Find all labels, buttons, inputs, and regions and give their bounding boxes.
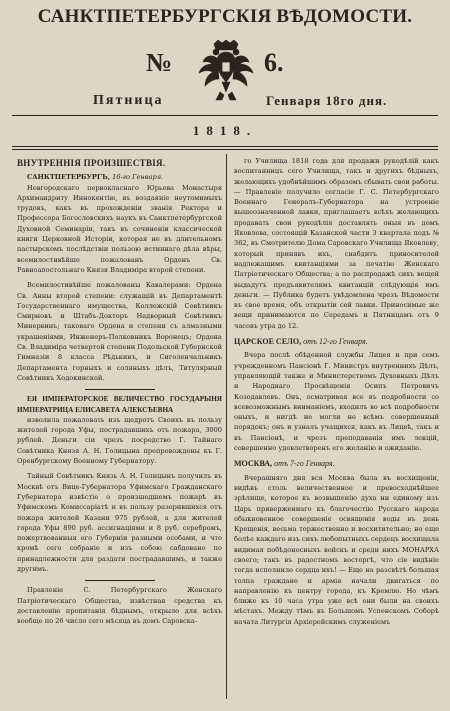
masthead-title: САНКТПЕТЕРБУРГСКІЯ ВѢДОМОСТИ.	[37, 6, 413, 27]
weekday: Пятница	[93, 93, 164, 108]
issue-date: Генваря 18го дня.	[266, 93, 388, 108]
masthead-rule-double	[12, 149, 438, 150]
dateline-place: САНКТПЕТЕРБУРГЪ,	[27, 173, 110, 182]
issue-number: 6.	[264, 48, 284, 77]
article-paragraph: Всемилостивѣйше пожалованы Кавалерами: Ордена Св. Анны второй степени: служащій въ Департаментѣ Государственнаго имущества, Коллежскій Совѣтникъ Смирновъ и Штабъ-Докторъ Надворный Совѣтникъ Минервинъ; таковаго Ордена и степени съ алмазными украшеніями, Инженеръ-Полковникъ Воронецъ; Ордена Св. Владиміра четвертой степени Подольской Губернской Гимназіи 8 класса Рѣдькинъ, и Сиголенчальникъ Департамента горныхъ и соляныхъ дѣлъ, Титулярный Совѣтникъ Ходокинской.	[17, 281, 222, 382]
issue-label: №	[146, 48, 173, 77]
article-paragraph: Правленіе С. Петербургскаго Женскаго Патріотическаго Общества, извѣстная средства къ доставленію пропитанія бѣднымъ, открыло для всѣхъ вообще по 26 число сего мѣсяца въ домъ Саровска-	[17, 586, 222, 626]
section-title: ВНУТРЕННІЯ ПРОИЗШЕСТВІЯ.	[17, 158, 166, 168]
dateline	[17, 172, 222, 182]
article-paragraph: Вчерашняго дня вся Москва была въ восхищеніи, видѣвъ столь величественное и превосходнѣйшее зрѣлище, которое къ возвышенію духа ни единому изъ Царь приверженнаго къ благочестію Русскаго народа обыкновенное совершеніе освященія воды въ день Крещенія, весьма торжественно и восхитительно; но еще болѣе каждаго изъ сихъ любопытныхъ сердецъ восхищала видимая побѣдоносныхъ войскъ и среди нихъ МОНАРХА своего; такъ въ радостномъ восторгѣ, что сіе видѣніе тогда исполнило сердца ихъ! — Еще на разсвѣтѣ большая толпа граждане и армія начали двигаться по направленію къ центру города, къ Кремлю. Но чѣмъ ближе къ 10 часа утра уже всѣ они были на своихъ мѣстахъ. Между тѣмъ въ Большомъ Успенскомъ Соборѣ начата Литургія Архіерейскимъ служеніемъ	[234, 473, 439, 626]
dateline-moscow: МОСКВА, отъ 7-го Генваря.	[234, 459, 335, 469]
column-divider	[226, 154, 227, 699]
article-paragraph: Новгородскаго первокласнаго Юрьева Монастыря Архимандриту Иннокентію, въ воздаяніе неутомимыхъ трудовъ, какъ въ прохожденіи званія Ректора и Профессора Богословскихъ наукъ въ Санктпетербургской Духовной Семинаріи, такъ въ сочиненіи классической книги Церковной Исторіи, которая не въ длительномъ пастырскомъ послѣдствіи пользою истиннаго дѣла вѣры, всемилостивѣйше пожалованъ Орденъ Св. Равноапостольнаго Князя Владиміра второй степени.	[17, 183, 222, 274]
royal-heading: ЕЯ ИМПЕРАТОРСКОЕ ВЕЛИЧЕСТВО ГОСУДАРЫНЯ ИМПЕРАТРИЦА ЕЛИСАВЕТА АЛЕКСѢЕВНА	[17, 395, 222, 414]
double-headed-eagle-emblem	[194, 38, 258, 108]
article-paragraph: Вчера послѣ обѣденной службы Лицея и при семъ учрежденномъ Пансіонѣ Г. Министръ внутреннихъ Дѣлъ, управляющій также и Министерствомъ Духовныхъ Дѣлъ и Народнаго Просвѣщенія Осипъ Петровичъ Козодавлевъ. Онъ, осматривая все въ подробности со всевозможнымъ вниманіемъ, входилъ во всѣ подробности оныхъ, и нигдѣ не могли не всѣмъ совершенный порядокъ; онъ и узналъ учащихся, какъ въ Лицеѣ, такъ и въ Пансіонѣ, и чрезъ преподаванія имъ лекцій, совершенно удовлетворенъ его желанію и ожиданію.	[234, 351, 439, 453]
issue-year: 1818.	[192, 123, 258, 138]
left-column	[17, 156, 222, 626]
masthead-rule-bottom	[12, 146, 438, 147]
right-column	[234, 156, 439, 627]
dateline-date: 16-го Генваря.	[112, 173, 164, 182]
article-paragraph: го Училища 1818 года для продажи рукодѣлій какъ воспитанницъ сего Училища, такъ и другихъ бѣдныхъ, желающихъ удобнѣйшимъ образомъ сбывать свои работы. — Правленіе получило согласіе Г. С. Петербургскаго Военнаго Генералъ-Губернатора на устроеніе вышеозначенной лавки, приглашаетъ всѣхъ желающихъ продавать свои рукодѣлія доставлять оныя въ домъ Яковлева, состоящій Казанской части 3 квартала подъ № 362, въ Смотрителю Дома Саровскаго Училища Яковлеву, который принявъ ихъ, снабдитъ приносителей надлежащимъ квитанціями за печатію Женскаго Патріотическаго Общества; а по распродажѣ сихъ вещей выдадутъ предъявителямъ квитанцій слѣдующія имъ деньги. — Публика будетъ увѣдомлена чрезъ Вѣдомости въ свое время, объ открытіи сей лавки. Приносимые же вещи принимаются по Середамъ и Пятницамъ отъ 9 часовъ утра до 12.	[234, 157, 439, 330]
dateline-tsarskoe-selo: ЦАРСКОЕ СЕЛО, отъ 12-го Генваря.	[234, 337, 368, 347]
section-separator	[85, 580, 155, 581]
masthead-rule-top	[12, 115, 438, 116]
article-paragraph: Тайный Совѣтникъ Князь А. Н. Голицынъ получилъ въ Москвѣ отъ Вице-Губернатора Уфимскаго Гражданскаго Губернатора извѣстіе о произшедшемъ пожарѣ въ Уфимскомъ Комиссаріатѣ и въ пользу разорившихся отъ пожара жителей Казани 975 рублей, а для жителей города Уфы 890 руб. ассигнаціями и 8 руб. серебромъ, пожертвованныя его Губерніи разными особами, и что кромѣ сего собраніе и изъ собою сабдовано по принадлежности для раздати пострадавшимъ, и также другимъ.	[17, 472, 222, 573]
section-separator	[85, 389, 155, 390]
article-paragraph: изволила пожаловать изъ щедротъ Своихъ въ пользу жителей города Уфы, пострадавшихъ отъ пожара, 3000 рублей. Деньги сіи чрезъ посредство Г. Тайнаго Совѣтника Князя А. Н. Голицына препровождены къ Г. Оренбургскому Военному Губернатору.	[17, 415, 222, 466]
